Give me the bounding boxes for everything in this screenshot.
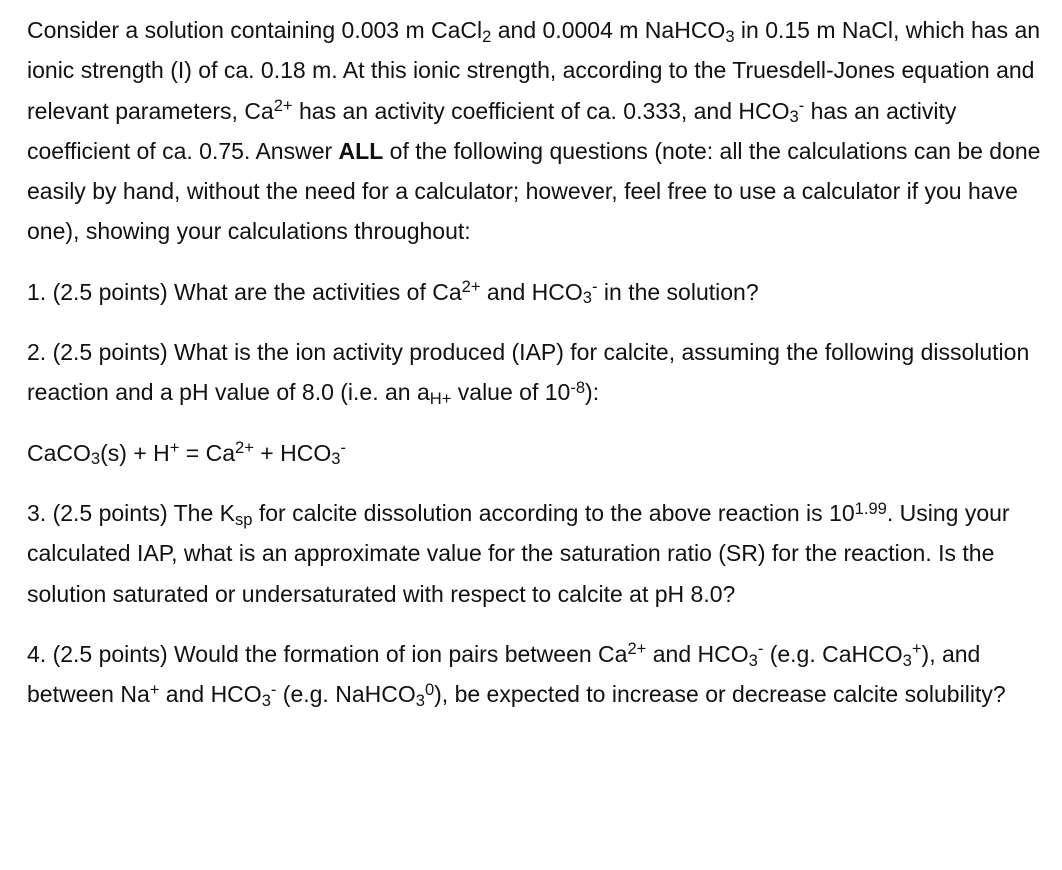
superscript: + <box>149 679 160 699</box>
emphasis-all: ALL <box>338 137 384 164</box>
question-text: 4. (2.5 points) Would the formation of ion pairs between Ca <box>27 640 628 667</box>
subscript: 2 <box>482 26 492 46</box>
question-4 <box>27 634 1057 715</box>
question-text: 3. (2.5 points) The K <box>27 499 235 526</box>
superscript: 2+ <box>273 96 293 116</box>
subscript: 3 <box>748 650 758 670</box>
reaction-text: (s) + H <box>100 439 170 466</box>
question-2 <box>27 332 1057 413</box>
superscript: 1.99 <box>854 498 887 518</box>
intro-text: of the following questions (note: all the calculations can be done easily by hand, without the need for a calculator; however, feel free to use a calculator if you have one), showing your calculations throughout: <box>27 137 1041 245</box>
subscript: 3 <box>261 690 271 710</box>
question-text: for calcite dissolution according to the above reaction is 10 <box>252 499 855 526</box>
question-text: and HCO <box>159 681 262 708</box>
question-text: (e.g. CaHCO <box>763 640 903 667</box>
question-1 <box>27 272 1057 312</box>
intro-text: in 0.15 m NaCl, which has an ionic strength (I) of ca. 0.18 m. At this ionic strength, according to the Truesdell-Jones equation and relevant parameters, Ca <box>27 17 1041 124</box>
intro-paragraph <box>27 10 1057 252</box>
superscript: - <box>798 96 805 116</box>
question-text: 1. (2.5 points) What are the activities of Ca <box>27 278 462 305</box>
question-text: (e.g. NaHCO <box>276 681 416 708</box>
intro-text: has an activity coefficient of ca. 0.75. Answer <box>27 97 957 164</box>
question-text: in the solution? <box>597 278 759 305</box>
question-text: and HCO <box>480 278 583 305</box>
subscript: 3 <box>415 690 425 710</box>
superscript: 2+ <box>461 277 481 297</box>
subscript: 3 <box>902 650 912 670</box>
superscript: 2+ <box>627 639 647 659</box>
question-text: ), and between Na <box>27 640 981 708</box>
subscript: 3 <box>90 449 101 469</box>
superscript: 2+ <box>235 438 254 458</box>
question-3 <box>27 493 1057 614</box>
intro-text: Consider a solution containing 0.003 m CaCl <box>27 17 483 43</box>
question-text: value of 10 <box>451 379 571 406</box>
reaction-text: + HCO <box>253 439 332 466</box>
superscript: 0 <box>424 679 435 699</box>
question-text: 2. (2.5 points) What is the ion activity produced (IAP) for calcite, assuming the following dissolution reaction and a pH value of 8.0 (i.e. an a <box>27 339 1030 406</box>
subscript: sp <box>234 509 253 529</box>
reaction-text: CaCO <box>27 439 91 466</box>
superscript: + <box>169 438 180 458</box>
subscript: 3 <box>331 449 341 469</box>
problem-document <box>27 10 1057 714</box>
intro-text: has an activity coefficient of ca. 0.333, and HCO <box>292 97 790 124</box>
superscript: -8 <box>570 377 586 397</box>
intro-text: and 0.0004 m NaHCO <box>491 17 726 43</box>
superscript: - <box>757 639 764 659</box>
question-text: . Using your calculated IAP, what is an approximate value for the saturation ratio (SR) for the reaction. Is the solution saturated or undersaturated with respect to calcite at pH 8.0? <box>27 499 1010 607</box>
subscript: 3 <box>725 26 735 46</box>
reaction-equation <box>27 433 1057 473</box>
subscript: H+ <box>429 389 452 409</box>
subscript: 3 <box>582 288 592 308</box>
question-text: ): <box>585 379 600 406</box>
superscript: - <box>340 438 346 458</box>
question-text: and HCO <box>646 640 749 667</box>
reaction-text: = Ca <box>179 439 236 466</box>
subscript: 3 <box>789 107 799 127</box>
question-text: ), be expected to increase or decrease calcite solubility? <box>434 681 1006 708</box>
superscript: - <box>270 679 277 699</box>
superscript: - <box>592 277 598 297</box>
superscript: + <box>911 639 922 659</box>
